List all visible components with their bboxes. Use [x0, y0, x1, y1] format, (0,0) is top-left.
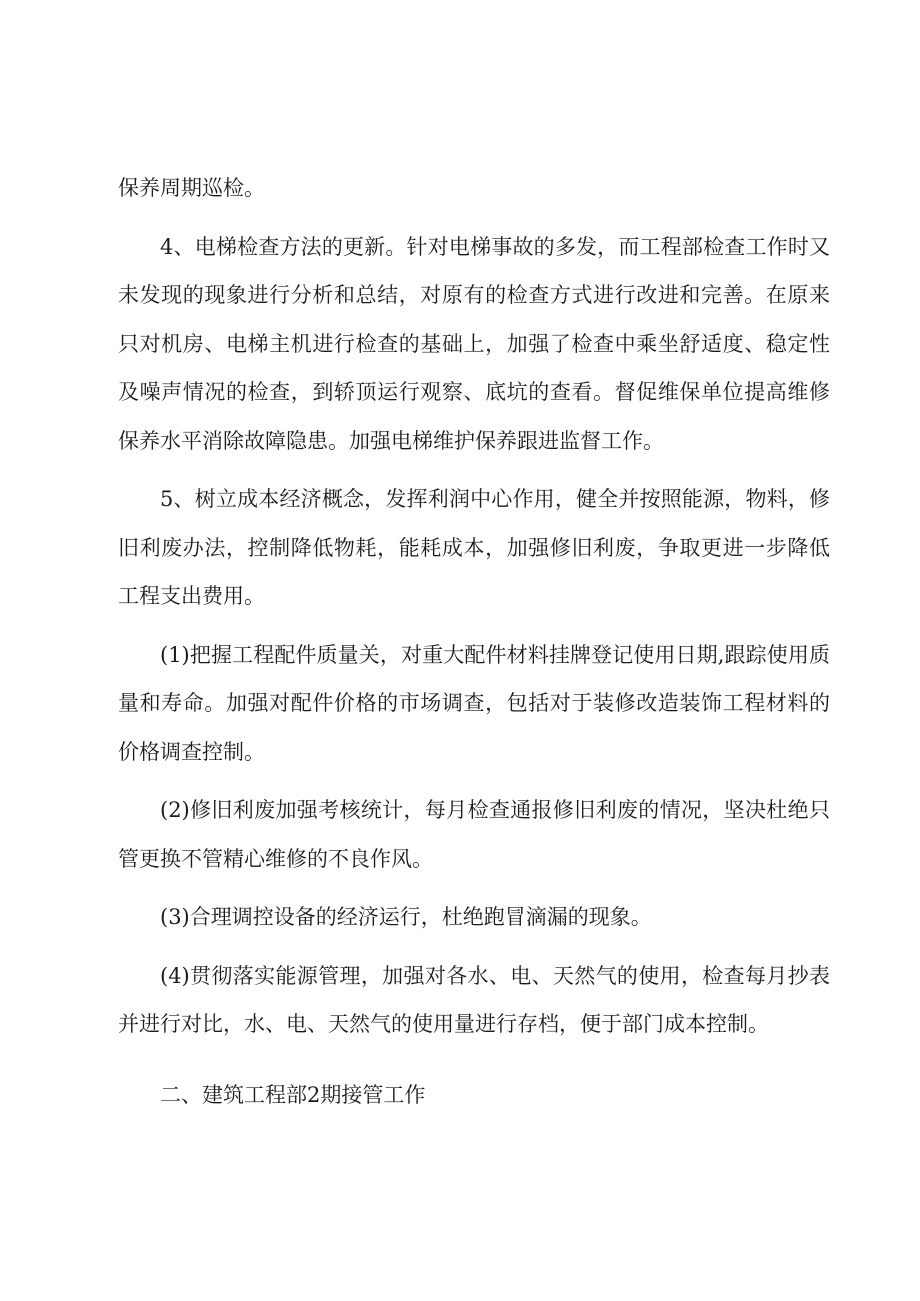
paragraph-item-3: (3)合理调控设备的经济运行，杜绝跑冒滴漏的现象。: [160, 905, 652, 929]
paragraph-item-4: (4)贯彻落实能源管理，加强对各水、电、天然气的使用，检查每月抄表并进行对比，水、电、天然气的使用量进行存档，便于部门成本控制。: [118, 963, 830, 1036]
paragraph-cost-concept: 5、树立成本经济概念，发挥利润中心作用，健全并按照能源，物料，修旧利废办法，控制降低物耗，能耗成本，加强修旧利废，争取更进一步降低工程支出费用。: [118, 487, 830, 608]
paragraph-item-2: (2)修旧利废加强考核统计，每月检查通报修旧利废的情况，坚决杜绝只管更换不管精心维修的不良作风。: [118, 798, 830, 871]
section-heading: 二、建筑工程部2期接管工作: [160, 1082, 426, 1107]
document-body: [118, 164, 830, 1119]
paragraph-elevator-inspection: 4、电梯检查方法的更新。针对电梯事故的多发，而工程部检查工作时又未发现的现象进行分析和总结，对原有的检查方式进行改进和完善。在原来只对机房、电梯主机进行检查的基础上，加强了检查中乘坐舒适度、稳定性及噪声情况的检查，到轿顶运行观察、底坑的查看。督促维保单位提高维修保养水平消除故障隐患。加强电梯维护保养跟进监督工作。: [118, 234, 830, 453]
paragraph-continuation: 保养周期巡检。: [118, 176, 265, 200]
paragraph-item-1: (1)把握工程配件质量关，对重大配件材料挂牌登记使用日期,跟踪使用质量和寿命。加强对配件价格的市场调查，包括对于装修改造装饰工程材料的价格调查控制。: [118, 642, 830, 764]
